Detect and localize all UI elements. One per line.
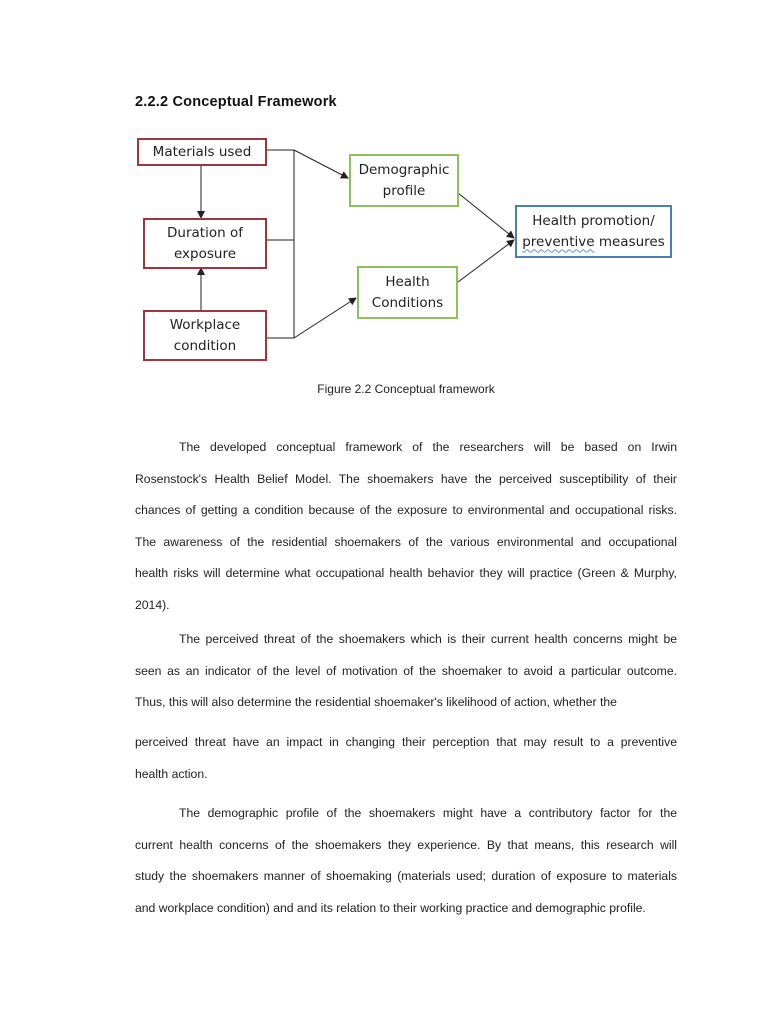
paragraph-3 [135,727,677,790]
paragraph-line: The awareness of the residential shoemakers of the various environmental and occupational [135,534,677,549]
paragraph-line: perceived threat have an impact in changing their perception that may result to a preventive [135,735,677,749]
box-health-conditions [357,266,458,319]
paragraph-line: 2014). [135,597,170,612]
paragraph-line: Thus, this will also determine the residential shoemaker's likelihood of action, whether the [135,695,617,709]
box-label-line-1: Workplace [169,316,241,333]
box-label-line-1: Health promotion/ [532,212,655,229]
box-label-line-1: Demographic [358,161,450,178]
figure-caption-text: Figure 2.2 Conceptual framework [317,382,495,396]
box-label-line-1: Duration of [167,224,243,241]
paragraph-1 [135,432,677,621]
arrow-to-health-conditions [294,298,356,338]
box-label-word: preventive [522,233,595,250]
arrow-health-to-promotion [458,240,514,282]
paragraph-line: The perceived threat of the shoemakers which is their current health concerns might be [179,632,677,646]
box-duration-of-exposure [143,218,267,269]
box-label-line-2 [522,232,665,253]
box-label-line-1: Health [385,273,430,290]
box-label-line-2: profile [382,182,426,199]
arrow-to-demographic [294,150,348,178]
box-demographic-profile [349,154,459,207]
paragraph-line: health action. [135,766,208,781]
paragraph-line: Rosenstock's Health Belief Model. The shoemakers have the perceived susceptibility of their [135,471,677,486]
box-materials-used [137,138,267,166]
box-label-line-2: exposure [173,245,237,262]
conceptual-framework-diagram [0,0,768,380]
box-label-word: measures [594,233,665,250]
paragraph-line: chances of getting a condition because of the exposure to environmental and occupational risks. [135,503,677,517]
box-label: Materials used [152,143,252,160]
arrow-demographic-to-promotion [458,193,514,238]
paragraph-line: The demographic profile of the shoemakers might have a contributory factor for the [179,806,677,820]
box-label-line-2: Conditions [371,294,444,311]
paragraph-line: current health concerns of the shoemakers they experience. By that means, this research will [135,837,677,852]
box-workplace-condition [143,310,267,361]
section-heading: 2.2.2 Conceptual Framework [135,94,337,110]
paragraph-line: health risks will determine what occupational health behavior they will practice (Green & Murphy, [135,566,677,580]
figure-caption [0,382,768,396]
paragraph-4 [135,798,677,924]
paragraph-2 [135,624,677,719]
paragraph-line: study the shoemakers manner of shoemaking (materials used; duration of exposure to materials [135,869,677,883]
paragraph-line: seen as an indicator of the level of motivation of the shoemaker to avoid a particular outcome. [135,663,677,678]
paragraph-line: and workplace condition) and and its relation to their working practice and demographic profile. [135,900,646,915]
box-label-line-2: condition [173,337,237,354]
box-health-promotion [515,205,672,258]
paragraph-line: The developed conceptual framework of the researchers will be based on Irwin [179,440,677,454]
